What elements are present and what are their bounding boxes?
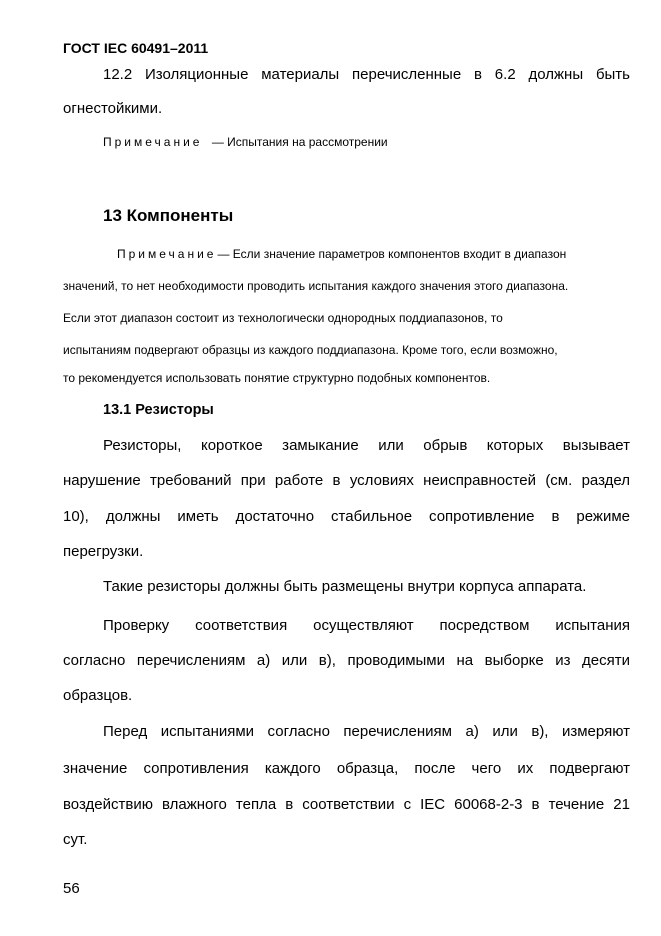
section-13-1-p2: Такие резисторы должны быть размещены внутри корпуса аппарата.: [103, 578, 587, 595]
note-1: [103, 135, 388, 149]
section-13-1-p4-line-3: воздействию влажного тепла в соответствии с IEC 60068-2-3 в течение 21: [63, 796, 630, 813]
section-13-note-line-4: испытаниям подвергают образцы из каждого поддиапазона. Кроме того, если возможно,: [63, 343, 558, 357]
document-header: ГОСТ IEC 60491–2011: [63, 40, 209, 56]
section-13-note-label: Примечание: [117, 247, 217, 261]
section-13-heading: 13 Компоненты: [103, 206, 234, 225]
section-13-1-p1-line-2: нарушение требований при работе в условиях неисправностей (см. раздел: [63, 472, 630, 489]
section-13-note-line-3: Если этот диапазон состоит из технологически однородных поддиапазонов, то: [63, 311, 503, 325]
page-number: 56: [63, 880, 80, 897]
note-1-text: — Испытания на рассмотрении: [211, 135, 388, 149]
section-13-note-line-1-text: — Если значение параметров компонентов входит в диапазон: [217, 247, 567, 261]
section-13-1-p3-line-1: Проверку соответствия осуществляют посредством испытания: [103, 617, 630, 634]
section-13-1-p1-line-1: Резисторы, короткое замыкание или обрыв которых вызывает: [103, 437, 630, 454]
section-13-1-p4-line-2: значение сопротивления каждого образца, после чего их подвергают: [63, 760, 630, 777]
section-13-1-p4-line-4: сут.: [63, 831, 88, 848]
section-12-2-line-1: 12.2 Изоляционные материалы перечисленные в 6.2 должны быть: [103, 66, 630, 83]
section-13-note-line-2: значений, то нет необходимости проводить испытания каждого значения этого диапазона.: [63, 279, 569, 293]
section-13-1-p3-line-2: согласно перечислениям а) или в), проводимыми на выборке из десяти: [63, 652, 630, 669]
section-13-1-p3-line-3: образцов.: [63, 687, 133, 704]
section-13-1-p1-line-4: перегрузки.: [63, 543, 144, 560]
section-13-1-p1-line-3: 10), должны иметь достаточно стабильное сопротивление в режиме: [63, 508, 630, 525]
note-1-label: Примечание: [103, 135, 203, 149]
section-13-note-line-5: то рекомендуется использовать понятие структурно подобных компонентов.: [63, 371, 491, 385]
section-13-note-line-1: [117, 247, 566, 261]
section-13-1-p4-line-1: Перед испытаниями согласно перечислениям а) или в), измеряют: [103, 723, 630, 740]
section-12-2-line-2: огнестойкими.: [63, 100, 163, 117]
section-13-1-heading: 13.1 Резисторы: [103, 402, 214, 418]
